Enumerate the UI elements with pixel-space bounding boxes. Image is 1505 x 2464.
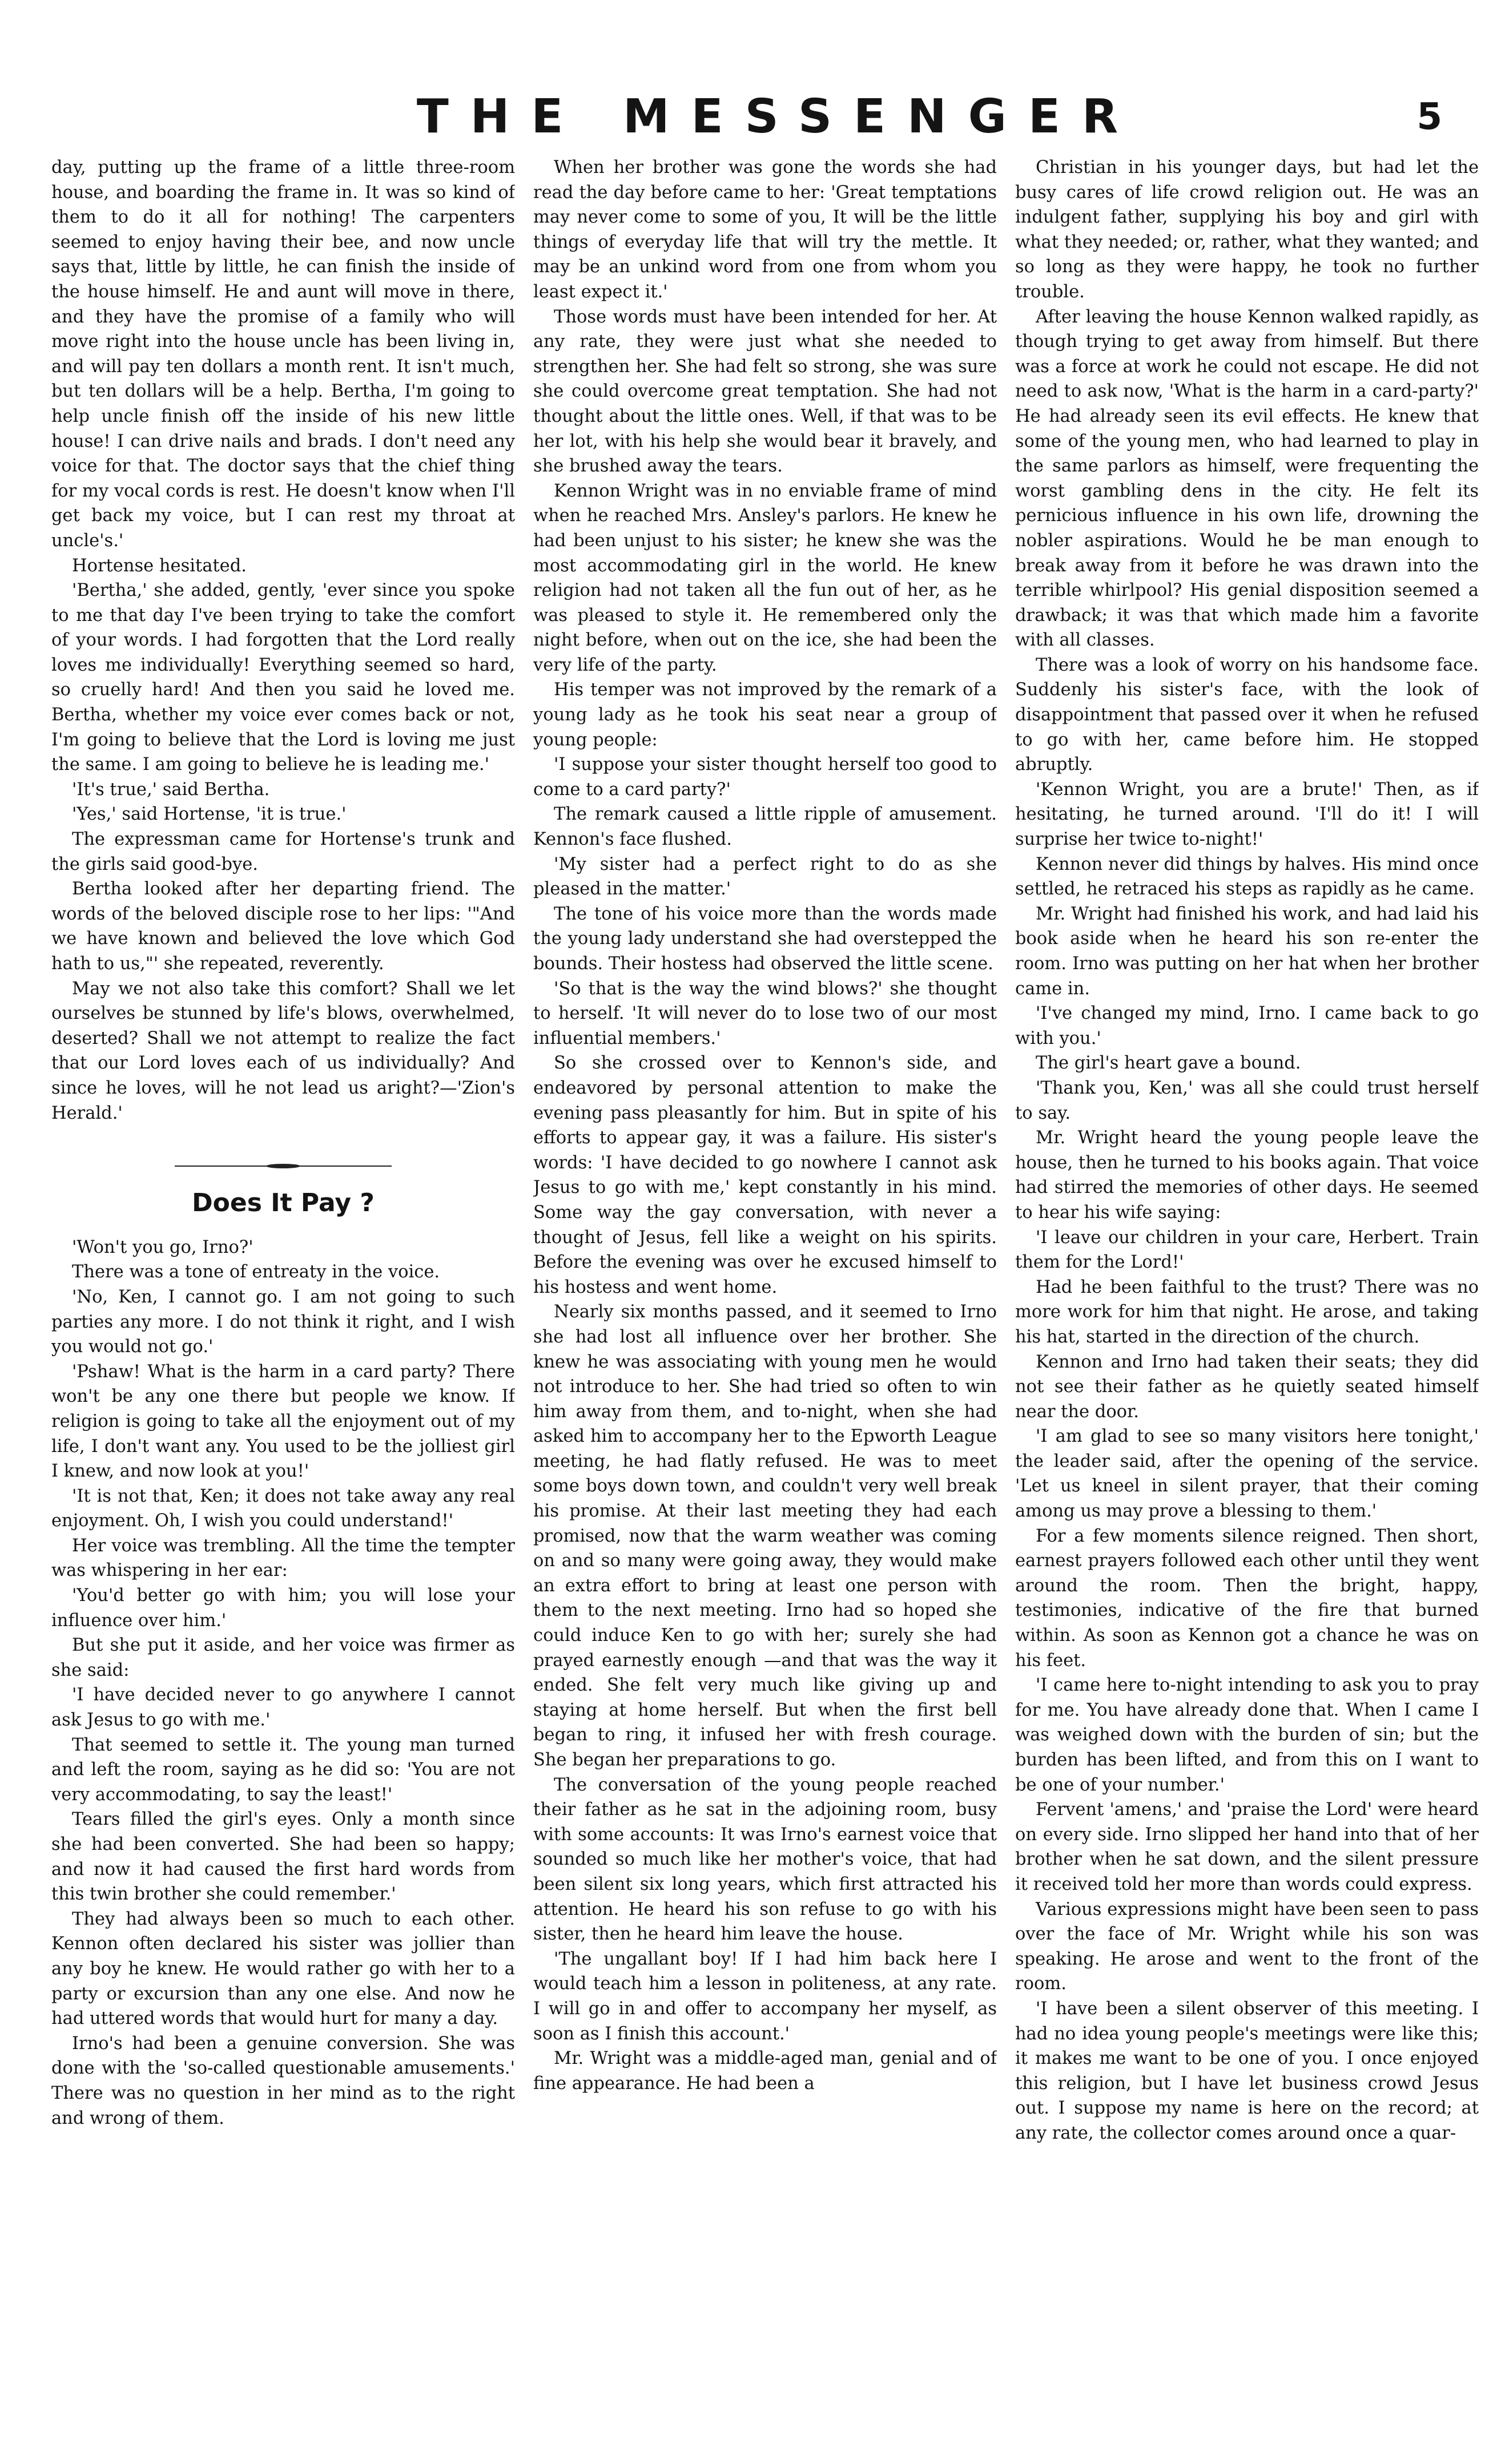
paragraph: Tears filled the girl's eyes. Only a month since she had been converted. She had been so happy; and now it had caused the first hard words from this twin brother she could remember.' (51, 1809, 515, 1905)
paragraph: For a few moments silence reigned. Then short, earnest prayers followed each other until they went around the room. Then the bright, happy, testimonies, indicative of the fire that burned within. As soon as Kennon got a chance he was on his feet. (1015, 1526, 1479, 1671)
paragraph: So she crossed over to Kennon's side, and endeavored by personal attention to make the evening pass pleasantly for him. But in spite of his efforts to appear gay, it was a failure. His sister's words: 'I have decided to go nowhere I cannot ask Jesus to go with me,' kept constantly in his mind. Some way the gay conversation, with never a thought of Jesus, fell like a weight on his spirits. Before the evening was over he excused himself to his hostess and went home. (533, 1053, 997, 1297)
paragraph: 'Thank you, Ken,' was all she could trust herself to say. (1015, 1078, 1479, 1123)
paragraph: Mr. Wright heard the young people leave the house, then he turned to his books again. That voice had stirred the memories of other days. He seemed to hear his wife saying: (1015, 1128, 1479, 1223)
paragraph: 'It's true,' said Bertha. (72, 779, 270, 800)
ornamental-rule (175, 1164, 392, 1168)
paragraph: day, putting up the frame of a little three-room house, and boarding the frame in. It was so kind of them to do it all for nothing! The carpenters seemed to enjoy having their bee, and now uncle says that, little by little, he can finish the inside of the house himself. He and aunt will move in there, and they have the promise of a family who will move right into the house uncle has been living in, and will pay ten dollars a month rent. It isn't much, but ten dollars will be a help. Bertha, I'm going to help uncle finish off the inside of his new little house! I can drive nails and brads. I don't need any voice for that. The doctor says that the chief thing for my vocal cords is rest. He doesn't know when I'll get back my voice, but I can rest my throat at uncle's.' (51, 158, 515, 551)
paragraph: 'Bertha,' she added, gently, 'ever since you spoke to me that day I've been trying to take the comfort of your words. I had forgotten that the Lord really loves me individually! Everything seemed so hard, so cruelly hard! And then you said he loved me. Bertha, whether my voice ever comes back or not, I'm going to believe that the Lord is loving me just the same. I am going to believe he is leading me.' (51, 580, 515, 775)
paragraph: 'So that is the way the wind blows?' she thought to herself. 'It will never do to lose two of our most influential members.' (533, 978, 997, 1048)
paragraph: 'Yes,' said Hortense, 'it is true.' (72, 804, 347, 825)
paragraph: 'The ungallant boy! If I had him back here I would teach him a lesson in politeness, at any rate. I will go in and offer to accompany her myself, as soon as I finish this account.' (533, 1949, 997, 2044)
paragraph: Nearly six months passed, and it seemed to Irno she had lost all influence over her brother. She knew he was associating with young men he would not introduce to her. She had tried so often to win him away from them, and to-night, when she had asked him to accompany her to the Epworth League meeting, he had flatly refused. He was to meet some boys down town, and couldn't very well break his promise. At their last meeting they had each promised, now that the warm weather was coming on and so many were going away, they would make an extra effort to bring at least one person with them to the next meeting. Irno had so hoped she could induce Ken to go with her; surely she had prayed earnestly enough —and that was the way it ended. She felt very much like giving up and staying at home herself. But when the first bell began to ring, it infused her with fresh courage. She began her preparations to go. (533, 1302, 997, 1770)
paragraph: That seemed to settle it. The young man turned and left the room, saying as he did so: 'You are not very accommodating, to say the least!' (51, 1735, 515, 1805)
paragraph: Kennon never did things by halves. His mind once settled, he retraced his steps as rapidly as he came. (1015, 854, 1479, 900)
paragraph: 'No, Ken, I cannot go. I am not going to such parties any more. I do not think it right, and I wish you would not go.' (51, 1287, 515, 1357)
paragraph: 'I came here to-night intending to ask you to pray for me. You have already done that. When I came I was weighed down with the burden of sin; but the burden has been lifted, and from this on I want to be one of your number.' (1015, 1675, 1479, 1795)
paragraph: Christian in his younger days, but had let the busy cares of life crowd religion out. He was an indulgent father, supplying his boy and girl with what they needed; or, rather, what they wanted; and so long as they were happy, he took no further trouble. (1015, 158, 1479, 302)
paragraph: 'Pshaw! What is the harm in a card party? There won't be any one there but people we know. If religion is going to take all the enjoyment out of my life, I don't want any. You used to be the jolliest girl I knew, and now look at you!' (51, 1361, 515, 1482)
paragraph: Hortense hesitated. (72, 555, 247, 576)
paragraph: Various expressions might have been seen to pass over the face of Mr. Wright while his son was speaking. He arose and went to the front of the room. (1015, 1899, 1479, 1994)
paragraph: 'I have been a silent observer of this meeting. I had no idea young people's meetings were like this; it makes me want to be one of you. I once enjoyed this religion, but I have let business crowd Jesus out. I suppose my name is here on the record; at any rate, the collector comes around once a quar- (1015, 1998, 1479, 2143)
paragraph: Mr. Wright was a middle-aged man, genial and of fine appearance. He had been a (533, 2048, 997, 2094)
column-3 (1015, 155, 1479, 2418)
paragraph: 'I've changed my mind, Irno. I came back to go with you.' (1015, 1003, 1479, 1048)
paragraph: Irno's had been a genuine conversion. She was done with the 'so-called questionable amusements.' There was no question in her mind as to the right and wrong of them. (51, 2033, 515, 2128)
section-divider (51, 1151, 515, 1176)
column-2 (533, 155, 997, 2418)
paragraph: 'My sister had a perfect right to do as she pleased in the matter.' (533, 854, 997, 900)
column-1 (51, 155, 515, 2418)
paragraph: Kennon Wright was in no enviable frame of mind when he reached Mrs. Ansley's parlors. He knew he had been unjust to his sister; he knew she was the most accommodating girl in the world. He knew religion had not taken all the fun out of her, as he was pleased to style it. He remembered only the night before, when out on the ice, she had been the very life of the party. (533, 481, 997, 675)
paragraph: 'I leave our children in your care, Herbert. Train them for the Lord!' (1015, 1227, 1479, 1273)
paragraph: There was a look of worry on his handsome face. Suddenly his sister's face, with the look of disappointment that passed over it when he refused to go with her, came before him. He stopped abruptly. (1015, 655, 1479, 775)
masthead-title: THE MESSENGER (416, 90, 1140, 144)
paragraph: Bertha looked after her departing friend. The words of the beloved disciple rose to her lips: '"And we have known and believed the love which God hath to us,"' she repeated, reverently. (51, 879, 515, 974)
columns (51, 155, 1479, 2418)
paragraph: When her brother was gone the words she had read the day before came to her: 'Great temptations may never come to some of you, It will be the little things of everyday life that will try the mettle. It may be an unkind word from one from whom you least expect it.' (533, 158, 997, 302)
paragraph: Those words must have been intended for her. At any rate, they were just what she needed to strengthen her. She had felt so strong, she was sure she could overcome great temptation. She had not thought about the little ones. Well, if that was to be her lot, with his help she would bear it bravely, and she brushed away the tears. (533, 307, 997, 477)
paragraph: 'It is not that, Ken; it does not take away any real enjoyment. Oh, I wish you could understand!' (51, 1486, 515, 1531)
page-number: 5 (1417, 96, 1442, 138)
paragraph: Fervent 'amens,' and 'praise the Lord' were heard on every side. Irno slipped her hand into that of her brother when he sat down, and the silent pressure it received told her more than words could express. (1015, 1800, 1479, 1894)
paragraph: The conversation of the young people reached their father as he sat in the adjoining room, busy with some accounts: It was Irno's earnest voice that sounded so much like her mother's voice, that had been silent six long years, which first attracted his attention. He heard his son refuse to go with his sister, then he heard him leave the house. (533, 1775, 997, 1945)
paragraph: 'I suppose your sister thought herself too good to come to a card party?' (533, 755, 997, 800)
paragraph: Kennon and Irno had taken their seats; they did not see their father as he quietly seated himself near the door. (1015, 1352, 1479, 1422)
paragraph: After leaving the house Kennon walked rapidly, as though trying to get away from himself. But there was a force at work he could not escape. He did not need to ask now, 'What is the harm in a card-party?' He had already seen its evil effects. He knew that some of the young men, who had learned to play in the same parlors as himself, were frequenting the worst gambling dens in the city. He felt its pernicious influence in his own life, drowning the nobler aspirations. Would he be man enough to break away from it before he was drawn into the terrible whirlpool? His genial disposition seemed a drawback; it was that which made him a favorite with all classes. (1015, 307, 1479, 651)
paragraph: 'Won't you go, Irno?' (72, 1237, 253, 1257)
paragraph: The girl's heart gave a bound. (1036, 1053, 1301, 1074)
paragraph: Her voice was trembling. All the time the tempter was whispering in her ear: (51, 1535, 515, 1581)
paragraph: The remark caused a little ripple of amusement. Kennon's face flushed. (533, 804, 997, 850)
paragraph: His temper was not improved by the remark of a young lady as he took his seat near a group of young people: (533, 680, 997, 750)
paragraph: May we not also take this comfort? Shall we let ourselves be stunned by life's blows, overwhelmed, deserted? Shall we not attempt to realize the fact that our Lord loves each of us individually? And since he loves, will he not lead us aright?—'Zion's Herald.' (51, 978, 515, 1123)
paragraph: The tone of his voice more than the words made the young lady understand she had overstepped the bounds. Their hostess had observed the little scene. (533, 904, 997, 974)
masthead (114, 86, 1442, 154)
paragraph: But she put it aside, and her voice was firmer as she said: (51, 1635, 515, 1680)
paragraph: 'Kennon Wright, you are a brute!' Then, as if hesitating, he turned around. 'I'll do it! I will surprise her twice to-night!' (1015, 779, 1479, 850)
paragraph: Mr. Wright had finished his work, and had laid his book aside when he heard his son re-enter the room. Irno was putting on her hat when her brother came in. (1015, 904, 1479, 999)
paragraph: They had always been so much to each other. Kennon often declared his sister was jollier than any boy he knew. He would rather go with her to a party or excursion than any one else. And now he had uttered words that would hurt for many a day. (51, 1909, 515, 2029)
paragraph: There was a tone of entreaty in the voice. (72, 1262, 440, 1283)
paragraph: 'I am glad to see so many visitors here tonight,' the leader said, after the opening of the service. 'Let us kneel in silent prayer, that their coming among us may prove a blessing to them.' (1015, 1426, 1479, 1522)
paragraph: Had he been faithful to the trust? There was no more work for him that night. He arose, and taking his hat, started in the direction of the church. (1015, 1277, 1479, 1347)
paragraph: 'I have decided never to go anywhere I cannot ask Jesus to go with me.' (51, 1685, 515, 1731)
column-1-paragraphs (51, 155, 515, 1126)
paragraph: The expressman came for Hortense's trunk and the girls said good-bye. (51, 829, 515, 874)
story-heading: Does It Pay ? (192, 1188, 375, 1217)
story-paragraphs (51, 1235, 515, 2131)
paragraph: 'You'd better go with him; you will lose your influence over him.' (51, 1586, 515, 1631)
